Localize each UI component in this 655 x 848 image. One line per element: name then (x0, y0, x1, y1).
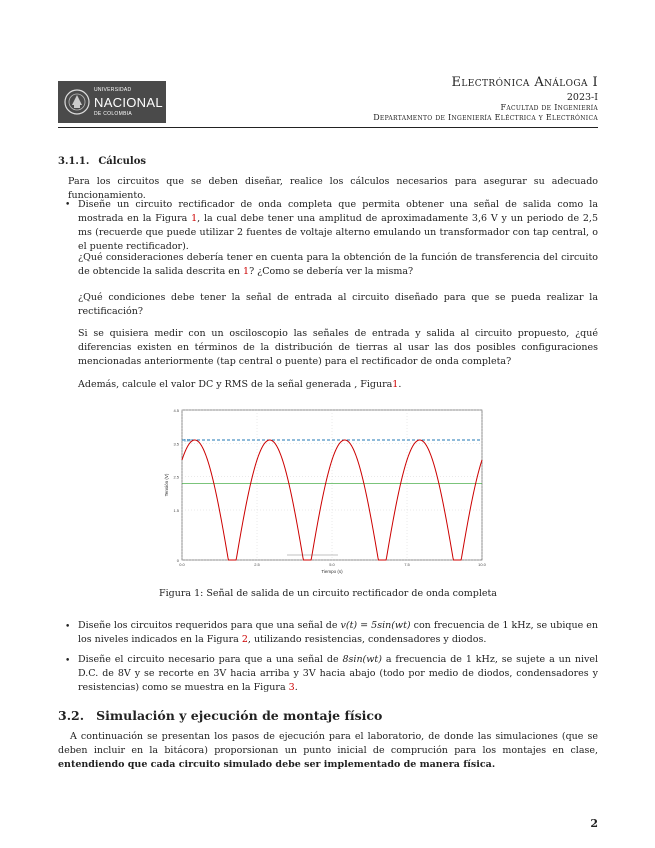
question-3: Si se quisiera medir con un osciloscopio las señales de entrada y salida al circuito propuesto, ¿qué diferencias existen en términos de la distribución de tierras al usar las dos posibles configuraciones mencionadas anteriormente (tap central o puente) para el rectificador de onda completa? (78, 328, 598, 367)
figure-caption: Figura 1: Señal de salida de un circuito rectificador de onda completa (159, 588, 497, 599)
bullet-marker: • (65, 200, 71, 210)
y-tick-label: 4.5 (173, 408, 179, 413)
seal-icon (63, 85, 91, 119)
bullet-2-text: Diseñe los circuitos requeridos para que una señal de v(t) = 5sin(wt) con frecuencia de 1 kHz, se ubique en los niveles indicados en la Figura 2, utilizando resistencias, condensadores y diodos. (78, 620, 598, 645)
logo-line-2: NACIONAL (94, 95, 163, 110)
bullet-3-text: Diseñe el circuito necesario para que a una señal de 8sin(wt) a frecuencia de 1 kHz, se sujete a un nivel D.C. de 8V y se recorte en 3V hacia arriba y 3V hacia abajo (todo por medio de diodos, condensadores y resistencias) como se muestra en la Figura 3. (78, 654, 599, 693)
x-tick-label: 10.0 (478, 562, 486, 567)
figure-ref-link[interactable]: 1 (392, 379, 399, 390)
x-tick-label: 2.5 (254, 562, 260, 567)
faculty: Facultad de Ingeniería (500, 103, 598, 112)
x-tick-label: 0.0 (179, 562, 185, 567)
term: 2023-I (566, 92, 598, 103)
header-rule (58, 127, 598, 128)
x-tick-label: 5.0 (329, 562, 335, 567)
figure-ref-link[interactable]: 1 (191, 213, 198, 224)
question-1: ¿Qué consideraciones debería tener en cuenta para la obtención de la función de transferencia del circuito de obtencide la salida descrita en 1? ¿Como se debería ver la misma? (78, 252, 598, 277)
page-number: 2 (590, 817, 598, 830)
section-heading (58, 708, 382, 723)
figure-ref-link[interactable]: 1 (243, 266, 250, 277)
bullet-marker: • (65, 656, 71, 666)
bullet-1-text: Diseñe un circuito rectificador de onda completa que permita obtener una señal de salida como la mostrada en la Figura 1, la cual debe tener una amplitud de aproximadamente 3,6 V y un periodo de 2,5 ms (recuerde que puede utilizar 2 fuentes de voltaje alterno emulando un transformador con tap central, o el puente rectificador). (78, 199, 598, 252)
max-level-label: 3.600 (184, 438, 193, 443)
rectifier-chart (160, 402, 490, 580)
section-title: Simulación y ejecución de montaje físico (96, 708, 383, 723)
subsection-title: Cálculos (98, 156, 147, 167)
university-logo (58, 81, 166, 123)
subsection-heading (58, 156, 146, 167)
department: Departamento de Ingeniería Eléctrica y Electrónica (373, 113, 598, 122)
bullet-marker: • (65, 622, 71, 632)
course-title: Electrónica Análoga I (451, 75, 598, 90)
y-axis-label: Tensión (V) (164, 473, 169, 497)
y-tick-label: 3.5 (173, 441, 179, 447)
x-tick-label: 7.5 (404, 562, 410, 567)
figure-ref-link[interactable]: 2 (241, 634, 248, 645)
question-4: Además, calcule el valor DC y RMS de la señal generada , Figura1. (78, 379, 402, 390)
y-tick-label: 2.5 (173, 474, 179, 480)
y-tick-label: 0 (176, 558, 179, 563)
logo-line-1: UNIVERSIDAD (94, 87, 132, 93)
subsection-number: 3.1.1. (58, 156, 90, 167)
question-2: ¿Qué condiciones debe tener la señal de entrada al circuito diseñado para que se pueda realizar la rectificación? (78, 292, 598, 317)
x-axis-label: Tiempo (s) (321, 569, 343, 574)
subsection-intro: Para los circuitos que se deben diseñar, realice los cálculos necesarios para asegurar su adecuado funcionamiento. (68, 176, 598, 201)
section-body: A continuación se presentan los pasos de ejecución para el laboratorio, de donde las simulaciones (que se deben incluir en la bitácora) proporsionan un punto inicial de comprución para los montajes en clase, entendiendo que cada circuito simulado debe ser implementado de manera física. (58, 731, 598, 770)
section-number: 3.2. (58, 708, 85, 723)
figure-ref-link[interactable]: 3 (288, 682, 295, 693)
y-tick-label: 1.5 (173, 508, 179, 513)
logo-line-3: DE COLOMBIA (94, 111, 133, 117)
